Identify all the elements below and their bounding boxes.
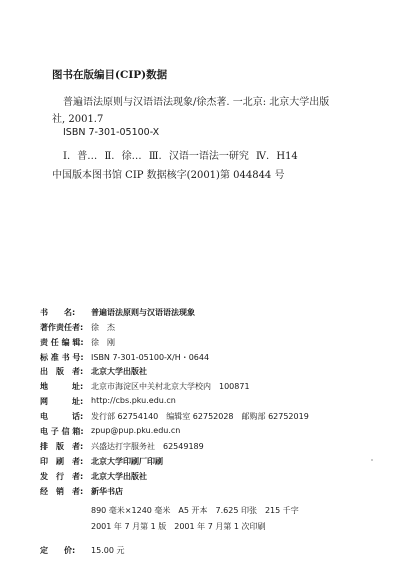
cip-isbn: ISBN 7-301-05100-X: [63, 127, 160, 138]
price-label: 定 价:: [40, 546, 76, 555]
colophon-value: 新华书店: [91, 487, 123, 496]
colophon-value: ISBN 7-301-05100-X/H・0644: [91, 353, 210, 362]
colophon-label: 网 址:: [40, 397, 84, 406]
cip-description-line-1: 普遍语法原则与汉语语法现象/徐杰著. 一北京: 北京大学出版: [63, 97, 330, 108]
colophon-label: 出 版 者:: [40, 367, 84, 376]
colophon-value: 北京大学出版社: [91, 367, 147, 376]
cip-subject-headings: Ⅰ. 普… Ⅱ. 徐… Ⅲ. 汉语一语法一研究 Ⅳ. H14: [63, 151, 298, 162]
colophon-value: 徐 杰: [91, 323, 115, 332]
colophon-label: 地 址:: [40, 382, 84, 391]
colophon-label: 书 名:: [40, 308, 76, 317]
colophon-label: 责 任 编 辑:: [40, 338, 84, 347]
format-spec-line: 890 毫米×1240 毫米 A5 开本 7.625 印张 215 千字: [91, 506, 299, 515]
colophon-label: 印 刷 者:: [40, 457, 84, 466]
colophon-value: 兴盛达打字服务社 62549189: [91, 442, 204, 451]
colophon-value: 北京大学印刷厂印刷: [91, 457, 163, 466]
cip-description-line-2: 社, 2001.7: [52, 114, 104, 125]
colophon-label: 发 行 者:: [40, 472, 84, 481]
colophon-label: 电 子 信 箱:: [40, 427, 84, 436]
cip-library-record: 中国版本图书馆 CIP 数据核字(2001)第 044844 号: [52, 170, 285, 181]
colophon-label: 排 版 者:: [40, 442, 84, 451]
page-speck: [371, 459, 373, 461]
colophon-value: 北京大学出版社: [91, 472, 147, 481]
colophon-value: 发行部 62754140 编辑室 62752028 邮购部 62752019: [91, 412, 309, 421]
colophon-value: zpup@pup.pku.edu.cn: [91, 426, 181, 435]
edition-line: 2001 年 7 月第 1 版 2001 年 7 月第 1 次印刷: [91, 522, 266, 531]
colophon-value: http://cbs.pku.edu.cn: [91, 396, 176, 405]
colophon-label: 著作责任者:: [40, 323, 84, 332]
colophon-value: 北京市海淀区中关村北京大学校内 100871: [91, 382, 250, 391]
price-value: 15.00 元: [91, 546, 125, 555]
colophon-label: 电 话:: [40, 412, 84, 421]
colophon-label: 经 销 者:: [40, 487, 84, 496]
colophon-value: 徐 刚: [91, 338, 115, 347]
colophon-value: 普遍语法原则与汉语语法现象: [91, 308, 195, 317]
colophon-label: 标 准 书 号:: [40, 353, 84, 362]
cip-title: 图书在版编目(CIP)数据: [52, 69, 168, 81]
